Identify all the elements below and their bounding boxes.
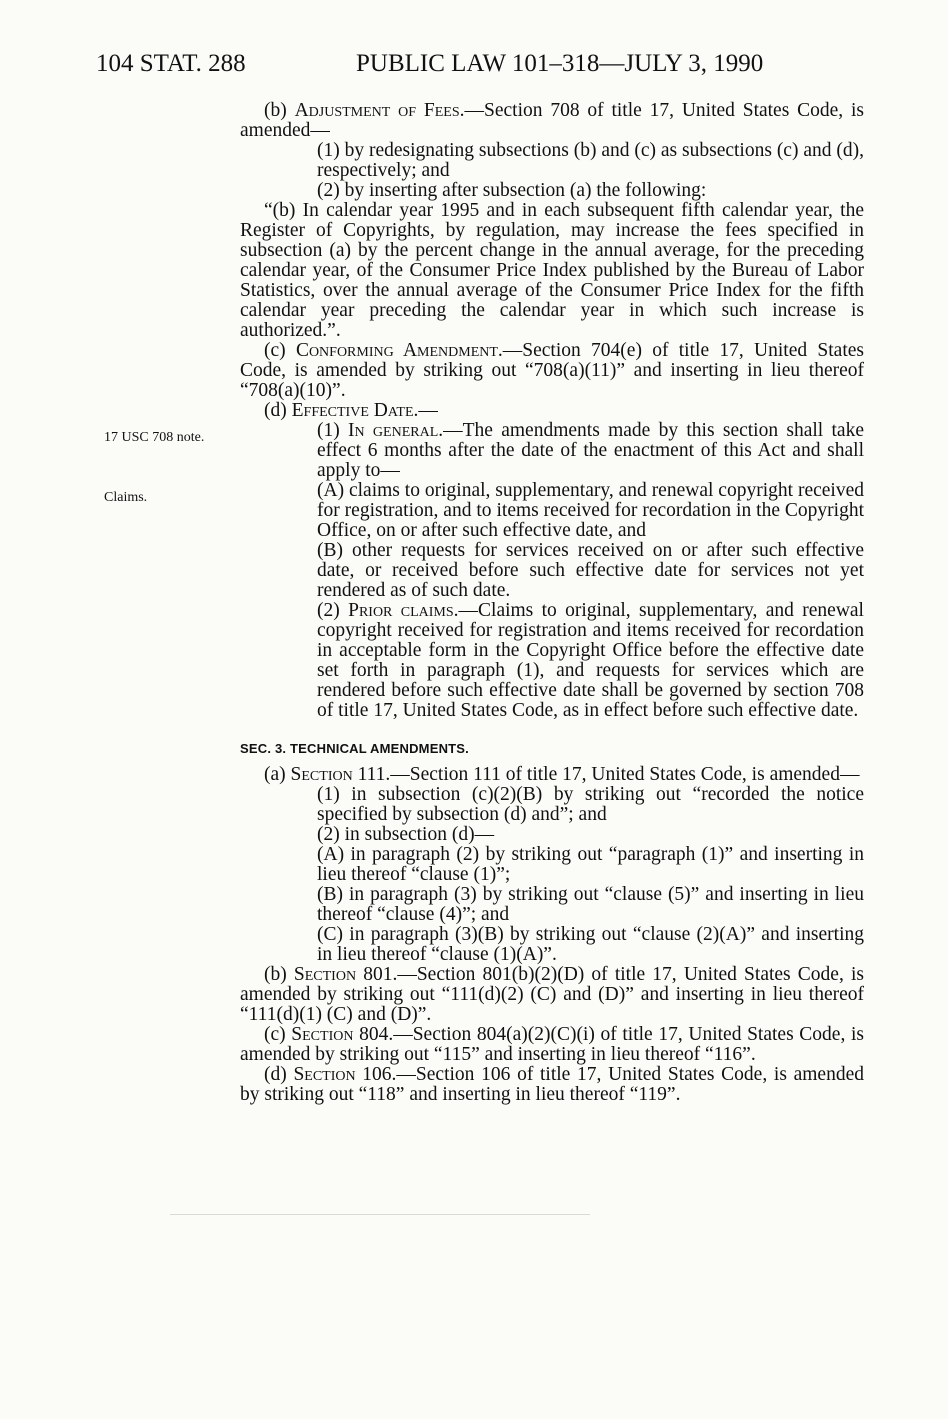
stat-citation: 104 STAT. 288 xyxy=(96,50,246,77)
para-dB: (B) other requests for services received on or after such effective date, or received before such effective date for services not yet rendered as of such date. xyxy=(317,540,864,601)
margin-note-claims: Claims. xyxy=(104,490,148,505)
law-title: PUBLIC LAW 101–318—JULY 3, 1990 xyxy=(356,50,764,77)
heading-section-111: Section xyxy=(290,764,353,785)
heading-prior-claims: Prior claims. xyxy=(348,600,459,621)
para-b2: (2) by inserting after subsection (a) the following: xyxy=(317,180,707,201)
para-d1: (1) In general.—The amendments made by this section shall take effect 6 months after the date of the enactment of this Act and shall apply to— xyxy=(317,420,864,481)
para-3a1: (1) in subsection (c)(2)(B) by striking out “recorded the notice specified by subsection (d) and”; and xyxy=(317,784,864,825)
heading-section-801: Section xyxy=(293,964,357,985)
para-3d: (d) Section 106.—Section 106 of title 17, United States Code, is amended by striking out “118” and inserting in lieu thereof “119”. xyxy=(240,1064,864,1105)
para-d: (d) Effective Date.— xyxy=(264,400,438,421)
heading-section-106: Section xyxy=(293,1064,356,1085)
para-b-quote: “(b) In calendar year 1995 and in each subsequent fifth calendar year, the Register of Copyrights, by regulation, may increase the fees specified in subsection (a) by the percent change in the annual average, for the preceding calendar year, of the Consumer Price Index published by the Bureau of Labor Statistics, over the annual average of the Consumer Price Index for the fifth calendar year preceding the calendar year in which such increase is authorized.”. xyxy=(240,200,864,341)
para-c: (c) Conforming Amendment.—Section 704(e) of title 17, United States Code, is amended by striking out “708(a)(11)” and inserting in lieu thereof “708(a)(10)”. xyxy=(240,340,864,401)
statute-body xyxy=(240,101,864,1105)
heading-conforming-amendment: Conforming Amendment. xyxy=(295,340,503,361)
section-3-heading: SEC. 3. TECHNICAL AMENDMENTS. xyxy=(240,741,469,756)
para-b: (b) Adjustment of Fees.—Section 708 of title 17, United States Code, is amended— xyxy=(240,100,864,141)
para-d2: (2) Prior claims.—Claims to original, supplementary, and renewal copyright received for registration and items received for recordation in acceptable form in the Copyright Office before the effective date set forth in paragraph (1), and requests for services which are rendered before such effective date shall be governed by section 708 of title 17, United States Code, as in effect before such effective date. xyxy=(317,600,864,721)
scan-artifact-line xyxy=(170,1214,590,1217)
para-3aB: (B) in paragraph (3) by striking out “clause (5)” and inserting in lieu thereof “clause (4)”; and xyxy=(317,884,864,925)
para-dA: (A) claims to original, supplementary, and renewal copyright received for registration, and to items received for recordation in the Copyright Office, on or after such effective date, and xyxy=(317,480,864,541)
heading-effective-date: Effective Date. xyxy=(291,400,419,421)
margin-note-usc: 17 USC 708 note. xyxy=(104,430,205,445)
running-header xyxy=(0,50,948,90)
para-3a: (a) Section 111.—Section 111 of title 17, United States Code, is amended— xyxy=(264,764,860,785)
para-3a2: (2) in subsection (d)— xyxy=(317,824,495,845)
para-3aA: (A) in paragraph (2) by striking out “paragraph (1)” and inserting in lieu thereof “clause (1)”; xyxy=(317,844,864,885)
heading-adjustment-of-fees: Adjustment of Fees. xyxy=(294,100,465,121)
para-3c: (c) Section 804.—Section 804(a)(2)(C)(i) of title 17, United States Code, is amended by striking out “115” and inserting in lieu thereof “116”. xyxy=(240,1024,864,1065)
para-3aC: (C) in paragraph (3)(B) by striking out “clause (2)(A)” and inserting in lieu thereof “clause (1)(A)”. xyxy=(317,924,864,965)
para-b1: (1) by redesignating subsections (b) and (c) as subsections (c) and (d), respectively; and xyxy=(317,140,864,181)
heading-section-804: Section xyxy=(291,1024,354,1045)
para-3b: (b) Section 801.—Section 801(b)(2)(D) of title 17, United States Code, is amended by striking out “111(d)(2) (C) and (D)” and inserting in lieu thereof “111(d)(1) (C) and (D)”. xyxy=(240,964,864,1025)
heading-in-general: In general. xyxy=(348,420,444,441)
